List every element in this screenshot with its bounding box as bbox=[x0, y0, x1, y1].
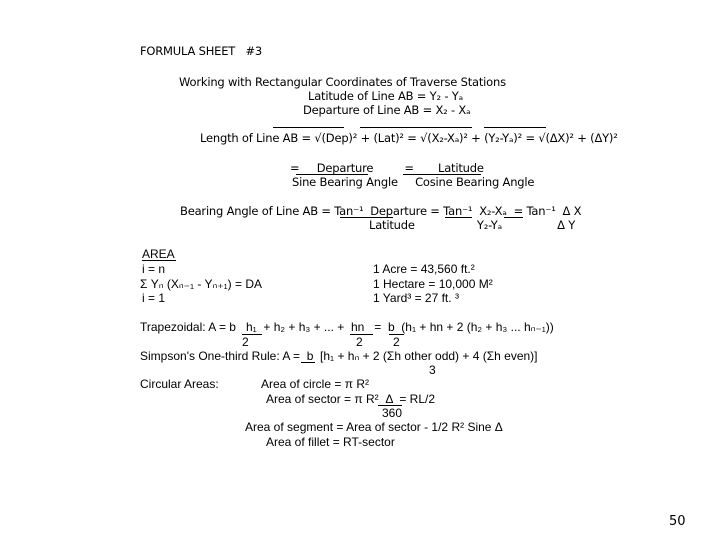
length-overline-1 bbox=[273, 127, 344, 128]
segment-area-formula: Area of segment = Area of sector - 1/2 R² Sine Δ bbox=[245, 420, 503, 434]
sector-area-formula: Area of sector = π R² Δ = RL/2 bbox=[266, 392, 436, 406]
length-overline-3 bbox=[484, 127, 546, 128]
acre-conversion: 1 Acre = 43,560 ft.² bbox=[373, 262, 475, 276]
area-title-underline bbox=[142, 260, 176, 261]
area-sum-upper-limit: i = n bbox=[142, 262, 166, 276]
trapezoidal-denominator-3: 2 bbox=[393, 335, 400, 349]
area-sum-formula: Σ Yₙ (Xₙ₋₁ - Yₙ₊₁) = DA bbox=[140, 277, 262, 291]
sheet-title: FORMULA SHEET #3 bbox=[140, 44, 263, 58]
bearing-denominators: Latitude Y₂-Yₐ Δ Y bbox=[369, 218, 576, 232]
length-overline-2 bbox=[360, 127, 472, 128]
trapezoidal-denominator-2: 2 bbox=[356, 335, 363, 349]
bearing-formula: Bearing Angle of Line AB = Tan⁻¹ Departure = Tan⁻¹ X₂-Xₐ = Tan⁻¹ Δ X bbox=[180, 204, 582, 218]
length-formula: Length of Line AB = √(Dep)² + (Lat)² = √(X₂-Xₐ)² + (Y₂-Yₐ)² = √(ΔX)² + (ΔY)² bbox=[200, 131, 618, 145]
trapezoidal-formula: Trapezoidal: A = b h₁ + h₂ + h₃ + ... + hn = b (h₁ + hn + 2 (h₂ + h₃ ... hₙ₋₁)) bbox=[140, 320, 554, 334]
hectare-conversion: 1 Hectare = 10,000 M² bbox=[373, 277, 493, 291]
fillet-area-formula: Area of fillet = RT-sector bbox=[266, 435, 395, 449]
simpson-denominator: 3 bbox=[429, 363, 436, 377]
circle-area-formula: Area of circle = π R² bbox=[261, 377, 369, 391]
yard-conversion: 1 Yard³ = 27 ft. ³ bbox=[373, 291, 459, 305]
traverse-heading: Working with Rectangular Coordinates of Traverse Stations bbox=[179, 75, 506, 89]
page-number: 50 bbox=[669, 514, 686, 529]
trapezoidal-denominator-1: 2 bbox=[242, 335, 249, 349]
latitude-formula: Latitude of Line AB = Y₂ - Yₐ bbox=[308, 89, 463, 103]
sector-denominator: 360 bbox=[382, 406, 403, 420]
simpson-bar bbox=[301, 362, 315, 363]
length-denominators: Sine Bearing Angle Cosine Bearing Angle bbox=[292, 175, 535, 189]
circular-areas-label: Circular Areas: bbox=[140, 377, 219, 391]
length-equality: = Departure = Latitude bbox=[290, 161, 484, 175]
area-title: AREA bbox=[142, 247, 175, 261]
simpson-formula: Simpson's One-third Rule: A = b [h₁ + hₙ + 2 (Σh other odd) + 4 (Σh even)] bbox=[140, 349, 538, 363]
area-sum-lower-limit: i = 1 bbox=[142, 291, 166, 305]
departure-formula: Departure of Line AB = X₂ - Xₐ bbox=[303, 103, 471, 117]
